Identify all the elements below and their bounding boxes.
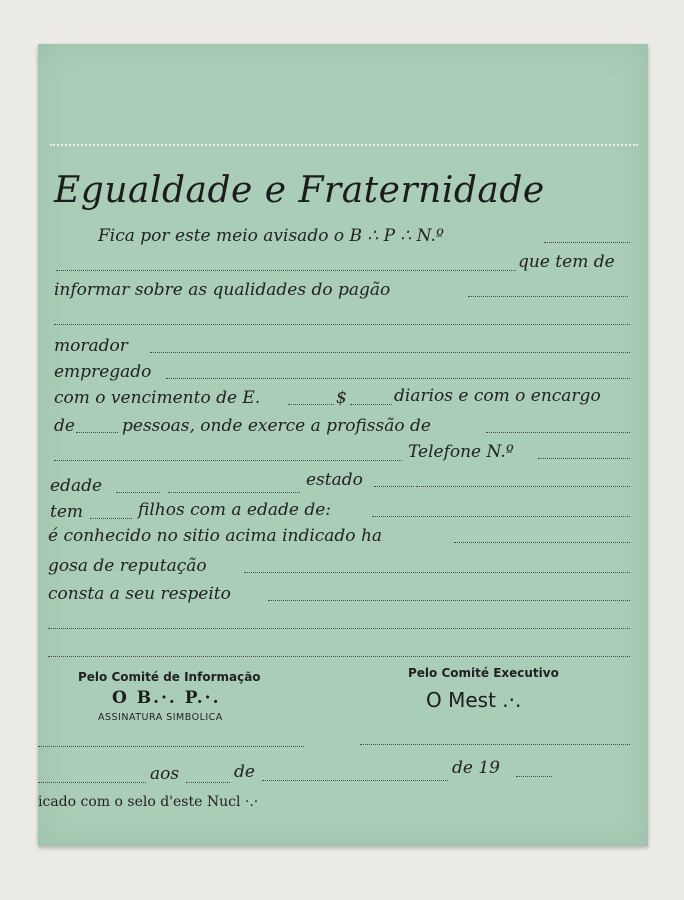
- line-notice: Fica por este meio avisado o B ∴ P ∴ N.º: [98, 226, 444, 246]
- line-informar: informar sobre as qualidades do pagão: [54, 280, 391, 300]
- line-edade: edade: [50, 476, 103, 496]
- field-conhecido[interactable]: [454, 542, 630, 543]
- field-estado-2[interactable]: [416, 486, 630, 487]
- line-que-tem: que tem de: [518, 252, 615, 272]
- field-blank-3[interactable]: [48, 656, 630, 657]
- date-de-19: de 19: [452, 758, 500, 778]
- field-filhos[interactable]: [90, 518, 132, 519]
- info-committee-subtitle: ASSINATURA SIMBOLICA: [98, 712, 223, 723]
- field-day[interactable]: [186, 782, 230, 783]
- info-committee-signature: O B.·. P.·.: [112, 688, 221, 708]
- line-telefone: Telefone N.º: [408, 442, 514, 462]
- field-telefone[interactable]: [538, 458, 630, 459]
- line-de: de: [54, 416, 75, 436]
- field-number[interactable]: [544, 242, 630, 243]
- line-morador: morador: [54, 336, 128, 356]
- field-edade-2[interactable]: [168, 492, 300, 493]
- perforation-line: [50, 144, 638, 148]
- field-edades-filhos[interactable]: [372, 516, 630, 517]
- date-de: de: [234, 762, 255, 782]
- field-place[interactable]: [38, 782, 146, 783]
- line-reputacao: gosa de reputação: [48, 556, 207, 576]
- field-pagao[interactable]: [468, 296, 628, 297]
- line-vencimento: com o vencimento de E.: [54, 388, 261, 408]
- field-empregado[interactable]: [166, 378, 630, 379]
- field-reputacao[interactable]: [244, 572, 630, 573]
- field-edade[interactable]: [116, 492, 160, 493]
- date-aos: aos: [150, 764, 180, 784]
- exec-committee-label: Pelo Comité Executivo: [408, 666, 559, 680]
- field-consta[interactable]: [268, 600, 630, 601]
- page-title: Egualdade e Fraternidade: [54, 170, 545, 211]
- line-diarios: diarios e com o encargo: [394, 386, 601, 406]
- field-blank-1[interactable]: [54, 324, 630, 325]
- field-centavos[interactable]: [350, 404, 392, 405]
- field-escudos[interactable]: [288, 404, 334, 405]
- line-profissao: pessoas, onde exerce a profissão de: [122, 416, 431, 436]
- line-filhos: filhos com a edade de:: [138, 500, 332, 520]
- field-blank-2[interactable]: [48, 628, 630, 629]
- field-exec-signature[interactable]: [360, 744, 630, 745]
- footer-seal-note: icado com o selo d'este Nucl ·.·: [38, 794, 259, 810]
- line-dollar: $: [336, 388, 347, 408]
- line-consta: consta a seu respeito: [48, 584, 231, 604]
- notice-card: [38, 44, 648, 846]
- exec-committee-signature: O Mest .·.: [426, 688, 522, 712]
- field-profissao-cont[interactable]: [54, 460, 402, 461]
- line-estado: estado: [306, 470, 363, 490]
- field-profissao[interactable]: [486, 432, 630, 433]
- line-empregado: empregado: [54, 362, 152, 382]
- field-pessoas[interactable]: [76, 432, 118, 433]
- field-month[interactable]: [262, 780, 448, 781]
- line-conhecido: é conhecido no sitio acima indicado ha: [48, 526, 383, 546]
- field-info-signature[interactable]: [38, 746, 304, 747]
- field-morador[interactable]: [150, 352, 630, 353]
- field-name[interactable]: [56, 270, 516, 271]
- field-estado[interactable]: [374, 486, 414, 487]
- field-year[interactable]: [516, 776, 552, 777]
- line-tem: tem: [50, 502, 84, 522]
- info-committee-label: Pelo Comité de Informação: [78, 670, 261, 684]
